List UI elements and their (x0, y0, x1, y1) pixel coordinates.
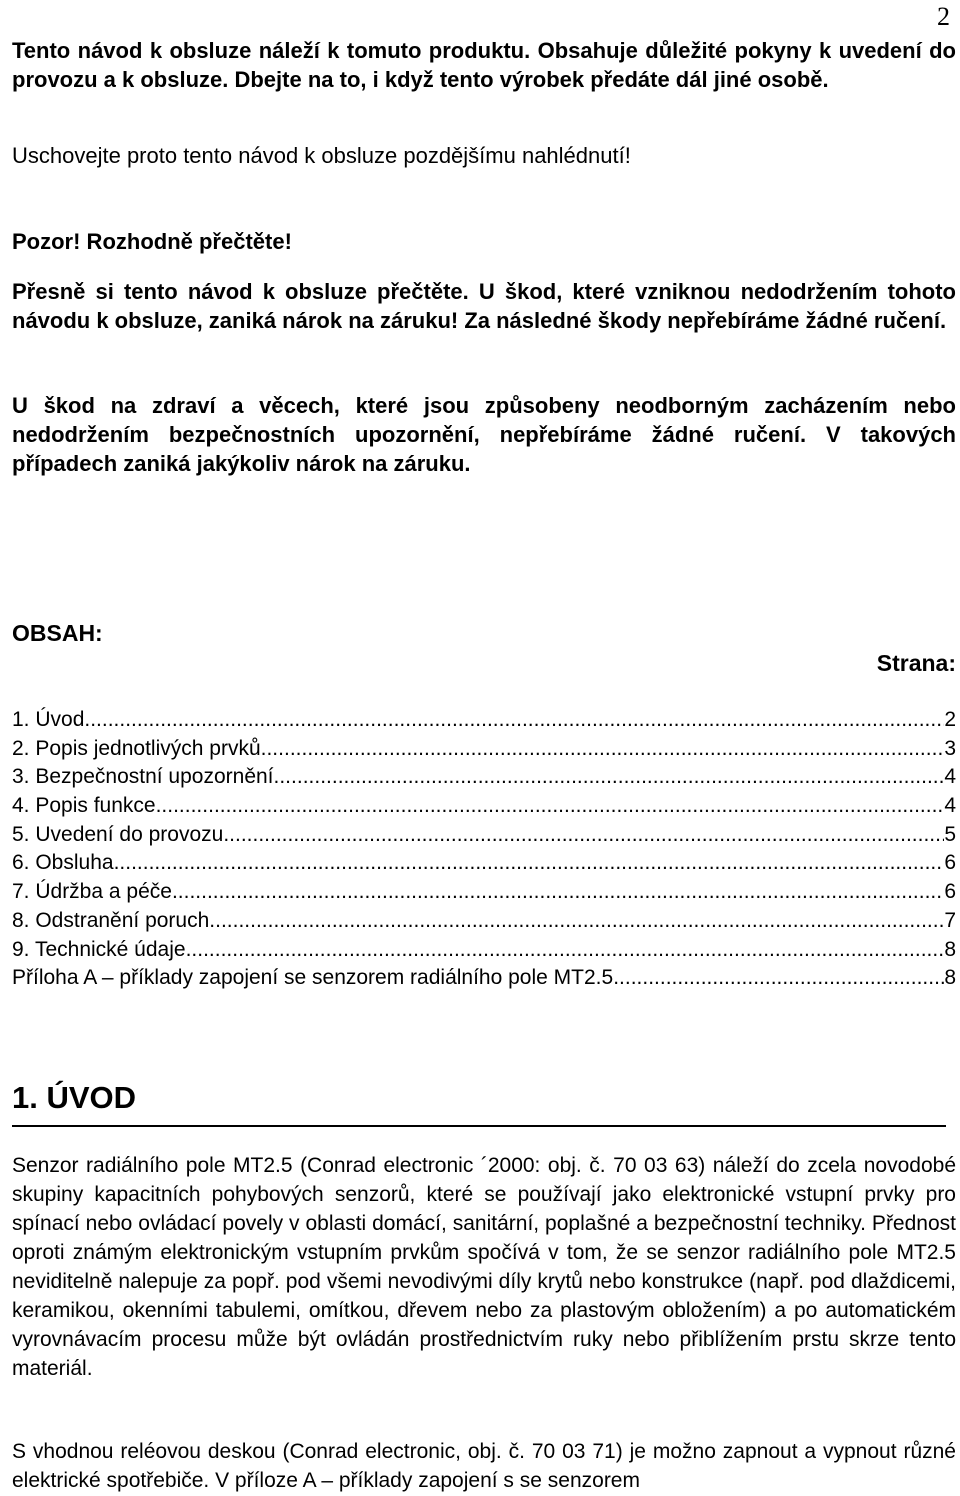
toc-item-label: 7. Údržba a péče (12, 880, 172, 904)
toc-item[interactable] (12, 821, 956, 850)
toc-item-label: 4. Popis funkce (12, 794, 156, 818)
toc-item[interactable] (12, 763, 956, 792)
toc-item[interactable] (12, 735, 956, 764)
toc-item-page: 3 (944, 736, 956, 760)
toc-item-page: 4 (944, 794, 956, 818)
toc-item-page: 8 (944, 937, 956, 961)
toc-item[interactable] (12, 936, 956, 965)
keep-manual-note: Uschovejte proto tento návod k obsluze pozdějšímu nahlédnutí! (12, 143, 631, 168)
toc-leader (84, 706, 944, 735)
toc-item-label: Příloha A – příklady zapojení se senzorem radiálního pole MT2.5 (12, 966, 614, 990)
toc-leader (223, 821, 944, 850)
toc-leader (261, 735, 945, 764)
toc-leader (172, 878, 944, 907)
table-of-contents (12, 706, 956, 993)
toc-item-page: 6 (944, 880, 956, 904)
toc-page-header: Strana: (876, 650, 956, 676)
toc-item[interactable] (12, 964, 956, 993)
toc-item-label: 9. Technické údaje (12, 937, 186, 961)
toc-item-label: 8. Odstranění poruch (12, 908, 210, 932)
toc-leader (186, 936, 945, 965)
toc-item[interactable] (12, 706, 956, 735)
page-number: 2 (937, 2, 950, 31)
section-heading: 1. ÚVOD (12, 1080, 137, 1115)
warranty-warning: Přesně si tento návod k obsluze přečtěte. U škod, které vzniknou nedodržením tohoto návodu k obsluze, zaniká nárok na záruku! Za následné škody nepřebíráme žádné ručení. (12, 279, 956, 333)
toc-leader (209, 907, 944, 936)
toc-leader (114, 849, 945, 878)
attention-heading: Pozor! Rozhodně přečtěte! (12, 229, 292, 254)
toc-item-page: 4 (944, 765, 956, 789)
liability-warning: U škod na zdraví a věcech, které jsou způsobeny neodborným zacházením nebo nedodržením bezpečnostních upozornění, nepřebíráme žádné ručení. V takových případech zaniká jakýkoliv nárok na záruku. (12, 393, 956, 476)
toc-item-label: 2. Popis jednotlivých prvků (12, 736, 261, 760)
toc-item-label: 5. Uvedení do provozu (12, 822, 224, 846)
toc-item-label: 1. Úvod (12, 708, 85, 731)
toc-leader (156, 792, 945, 821)
toc-item-page: 2 (944, 708, 956, 731)
toc-item[interactable] (12, 792, 956, 821)
toc-item-page: 6 (944, 851, 956, 875)
toc-item[interactable] (12, 878, 956, 907)
heading-underline (12, 1125, 946, 1127)
toc-item-page: 7 (944, 908, 956, 932)
relay-paragraph: S vhodnou reléovou deskou (Conrad electronic, obj. č. 70 03 71) je možno zapnout a vypnout různé elektrické spotřebiče. V příloze A – příklady zapojení s se senzorem (12, 1440, 956, 1492)
toc-item-label: 6. Obsluha (12, 851, 114, 875)
toc-leader (274, 763, 945, 792)
intro-paragraph: Tento návod k obsluze náleží k tomuto produktu. Obsahuje důležité pokyny k uvedení do provozu a k obsluze. Dbejte na to, i když tento výrobek předáte dál jiné osobě. (12, 38, 956, 92)
toc-item-page: 5 (944, 822, 956, 846)
toc-title: OBSAH: (12, 620, 103, 646)
toc-item[interactable] (12, 907, 956, 936)
toc-leader (613, 964, 944, 993)
intro-section-paragraph: Senzor radiálního pole MT2.5 (Conrad electronic ´2000: obj. č. 70 03 63) náleží do zcela novodobé skupiny kapacitních pohybových senzorů, které se používají jako elektronické vstupní prvky pro spínací nebo ovládací povely v oblasti domácí, sanitární, poplašné a bezpečnostní techniky. Přednost oproti známým elektronickým vstupním prvkům spočívá v tom, že se senzor radiálního pole MT2.5 neviditelně nalepuje za popř. pod všemi nevodivými díly krytů nebo konstrukce (např. pod dlaždicemi, keramikou, okenními tabulemi, omítkou, dřevem nebo za plastovým obložením) a po automatickém vyrovnávacím procesu může být ovládán prostřednictvím ruky nebo přiblížením prstu skrze tento materiál. (12, 1154, 956, 1380)
toc-item-label: 3. Bezpečnostní upozornění (12, 765, 274, 789)
toc-item-page: 8 (944, 966, 956, 990)
toc-item[interactable] (12, 849, 956, 878)
